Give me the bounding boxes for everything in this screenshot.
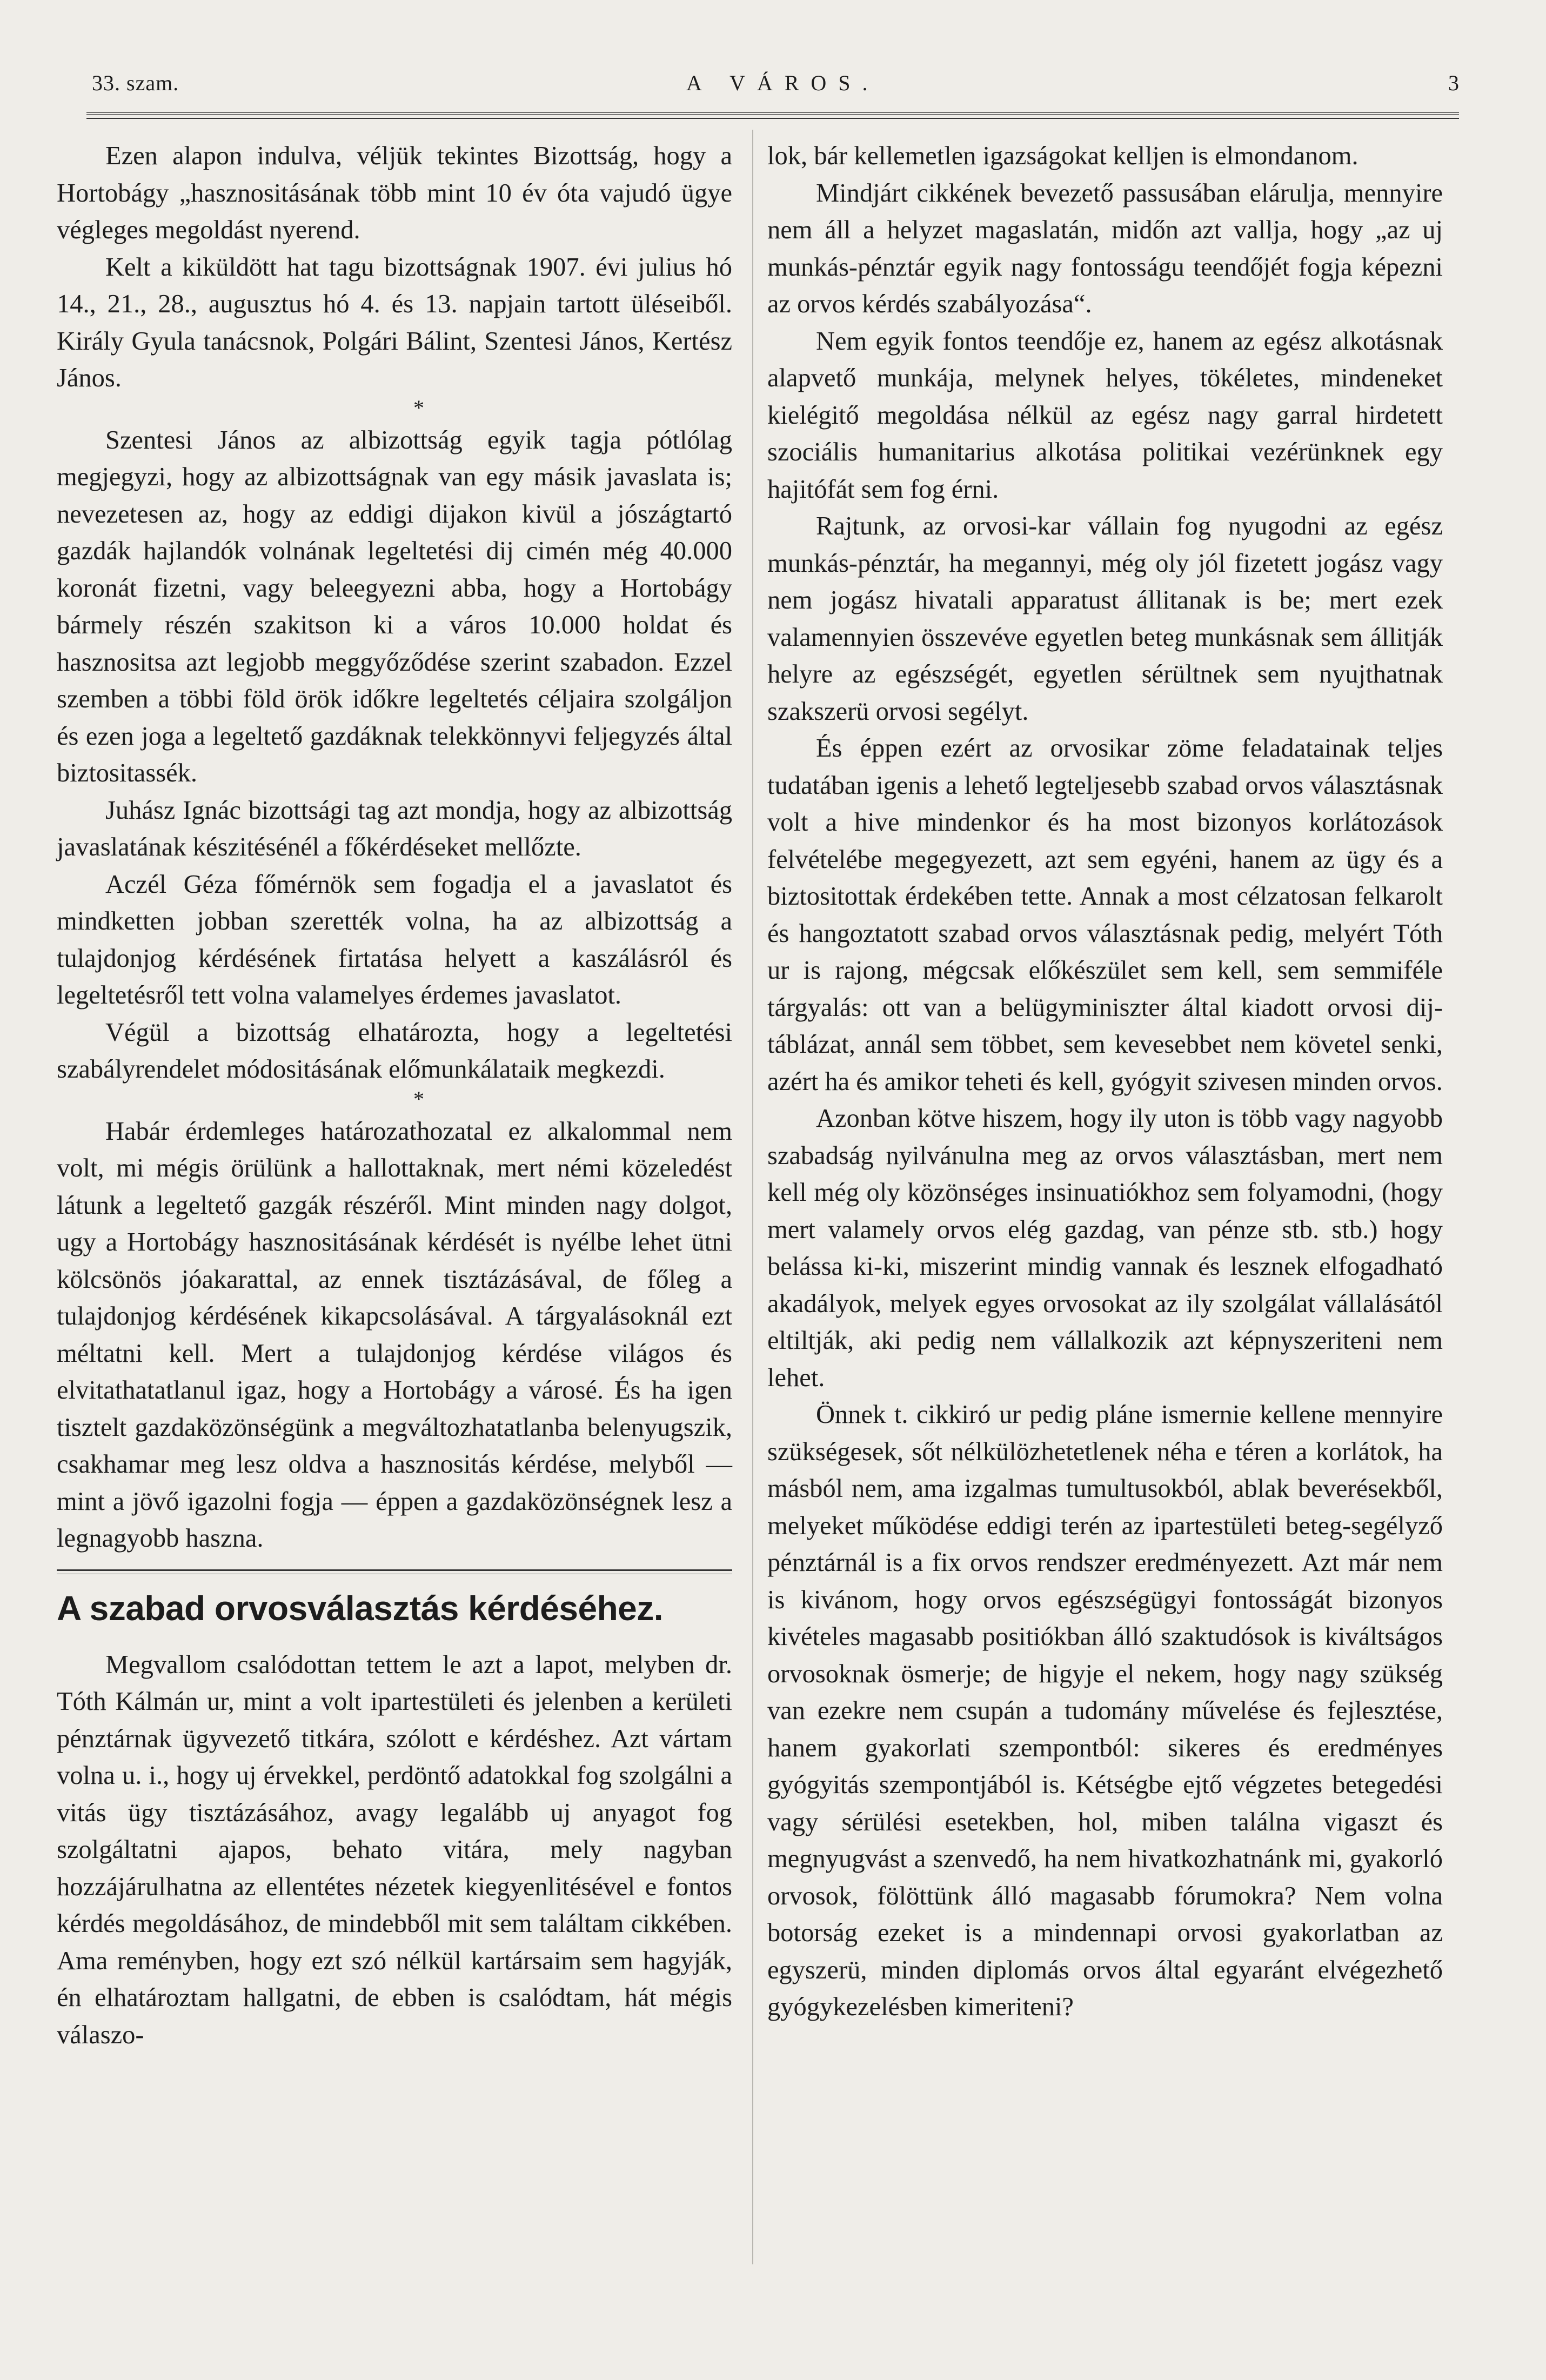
column-divider (752, 130, 753, 2264)
paragraph: Aczél Géza főmérnök sem fogadja el a javaslatot és mindketten jobban szerették volna, ha az albizottság a tulajdonjog kérdésének firtatása helyett a kaszálásról és legeltetésről tett volna valamelyes érdemes javaslatot. (57, 870, 732, 1010)
page-number: 3 (1448, 71, 1459, 95)
paragraph: Mindjárt cikkének bevezető passusában elárulja, mennyire nem áll a helyzet magaslatán, midőn azt vallja, hogy „az uj munkás-pénztár egyik nagy fontosságu teendőjét fogja képezni az orvos kérdés szabályozása“. (767, 178, 1443, 318)
paragraph: Juhász Ignác bizottsági tag azt mondja, hogy az albizottság javaslatának készitésénél a főkérdéseket mellőzte. (57, 795, 732, 861)
paragraph: Habár érdemleges határozathozatal ez alkalommal nem volt, mi mégis örülünk a hallottaknak, mert némi közeledést látunk a legeltető gazgák részéről. Mint minden nagy dolgot, ugy a Hortobágy hasznositásának kérdését is nyélbe lehet ütni kölcsönös jóakarattal, az ennek tisztázásával, de főleg a tulajdonjog kérdésének kikapcsolásával. A tárgyalásoknál ezt méltatni kell. Mert a tulajdonjog kérdése világos és elvitathatatlanul igaz, hogy a Hortobágy a városé. És ha igen tisztelt gazdaközönségünk a megváltozhatatlanba belenyugszik, csakhamar meg lesz oldva a hasznositás kérdése, melyből — mint a jövő igazolni fogja — éppen a gazdaközönségnek lesz a legnagyobb haszna. (57, 1117, 732, 1553)
paragraph: Nem egyik fontos teendője ez, hanem az egész alkotásnak alapvető munkája, melynek helyes, tökéletes, mindeneket kielégitő megoldása nélkül az egész nagy garral hirdetett szociális humanitarius alkotása politikai vezérünknek egy hajitófát sem fog érni. (767, 326, 1443, 504)
newspaper-title: A VÁROS. (686, 71, 880, 95)
paragraph: Végül a bizottság elhatározta, hogy a legeltetési szabályrendelet módositásának előmunkálataik megkezdi. (57, 1018, 732, 1084)
page-header (54, 70, 1459, 113)
article-rule (57, 1569, 732, 1574)
left-column (57, 138, 732, 2054)
paragraph: Önnek t. cikkiró ur pedig pláne ismernie kellene mennyire szükségesek, sőt nélkülözhetetlenek néha e téren a korlátok, ha másból nem, ama izgalmas tumultusokból, ablak beverésekből, melyeket működése eddigi terén az ipartestületi beteg-segélyző pénztárnál is a fix orvos rendszer eredményezett. Azt már nem is kivánom, hogy orvos egészségügyi fontosságát bizonyos kivételes magasabb positiókban álló szaktudósok is kiváltságos orvosoknak ösmerje; de higyje el nekem, hogy nagy szükség van ezekre nem csupán a tudomány művelése és fejlesztése, hanem gyakorlati szempontból: sikeres és eredményes gyógyitás szempontjából is. Kétségbe ejtő végzetes betegedési vagy sérülési esetekben, hol, miben találna vigaszt és megnyugvást a szenvedő, ha nem hivatkozhatnánk mi, gyakorló orvosok, fölöttünk álló magasabb fórumokra? Nem volna botorság ezeket is a mindennapi orvosi gyakorlatban az egyszerü, minden diplomás orvos által egyaránt elvégezhető gyógykezelésben kimeriteni? (767, 1400, 1443, 2021)
paragraph: Megvallom csalódottan tettem le azt a lapot, melyben dr. Tóth Kálmán ur, mint a volt ipartestületi és jelenben a kerületi pénztárnak ügyvezető titkára, szólott e kérdéshez. Azt vártam volna u. i., hogy uj érvekkel, perdöntő adatokkal fog szolgálni a vitás ügy tisztázásához, avagy legalább uj anyagot fog szolgáltatni ajapos, behato vitára, mely nagyban hozzájárulhatna az ellentétes nézetek kiegyenlitésével e fontos kérdés megoldásához, de mindebből mit sem találtam cikkében. Ama reményben, hogy ezt szó nélkül kartársaim sem hagyják, én elhatároztam hallgatni, de ebben is csalódtam, hát mégis válaszo- (57, 1650, 732, 2049)
paragraph: Kelt a kiküldött hat tagu bizottságnak 1907. évi julius hó 14., 21., 28., augusztus hó 4. és 13. napjain tartott üléseiből. Király Gyula tanácsnok, Polgári Bálint, Szentesi János, Kertész János. (57, 252, 732, 392)
article-headline: A szabad orvosválasztás kérdéséhez. (57, 1588, 664, 1628)
paragraph: Rajtunk, az orvosi-kar vállain fog nyugodni az egész munkás-pénztár, ha megannyi, még oly jól fizetett jogász vagy nem jogász hivatali apparatust állitanak is be; mert ezek valamennyien összevéve egyetlen beteg munkásnak sem állitják helyre az egészségét, egyetlen sérültnek sem nyujthatnak szakszerü orvosi segélyt. (767, 512, 1443, 726)
header-rule (86, 112, 1459, 119)
section-separator: * (413, 1086, 424, 1111)
issue-number: 33. szam. (92, 71, 179, 95)
paragraph: lok, bár kellemetlen igazságokat kelljen is elmondanom. (767, 142, 1358, 170)
paragraph: Ezen alapon indulva, véljük tekintes Bizottság, hogy a Hortobágy „hasznositásának több mint 10 év óta vajudó ügye végleges megoldást nyerend. (57, 142, 732, 244)
right-column (767, 138, 1443, 2026)
paragraph: És éppen ezért az orvosikar zöme feladatainak teljes tudatában igenis a lehető legteljesebb szabad orvos választásnak volt a hive mindenkor és ha most bizonyos korlátozások felvételébe megegyezett, azt sem egyéni, hanem az ügy és a biztositottak érdekében tette. Annak a most célzatosan felkarolt és hangoztatott szabad orvos választásnak pedig, melyért Tóth ur is rajong, mégcsak előkészület sem kell, sem semmiféle tárgyalás: ott van a belügyminiszter által kiadott orvosi dij-táblázat, annál sem többet, sem kevesebbet nem követel senki, azért ha és amikor teheti és kell, gyógyit szivesen minden orvos. (767, 734, 1443, 1096)
paragraph: Azonban kötve hiszem, hogy ily uton is több vagy nagyobb szabadság nyilvánulna meg az orvos választásban, mert nem kell még oly közönséges insinuatiókhoz sem folyamodni, (hogy mert valamely orvos elég gazdag, van pénze stb. stb.) hogy belássa ki-ki, miszerint mindig vannak és lesznek elfogadható akadályok, melyek egyes orvosokat az ily szolgálat vállalásától eltiltják, aki pedig nem vállalkozik azt képnyszeriteni nem lehet. (767, 1104, 1443, 1392)
section-separator: * (413, 395, 424, 420)
paragraph: Szentesi János az albizottság egyik tagja pótlólag megjegyzi, hogy az albizottságnak van egy másik javaslata is; nevezetesen az, hogy az eddigi dijakon kivül a jószágtartó gazdák hajlandók volnának legeltetési dij cimén még 40.000 koronát fizetni, vagy beleegyezni abba, hogy a Hortobágy bármely részén szakitson ki a város 10.000 holdat és hasznositsa azt legjobb meggyőződése szerint szabadon. Ezzel szemben a többi föld örök időkre legeltetés céljaira szolgáljon és ezen joga a legeltető gazdáknak telekkönnyvi feljegyzés által biztositassék. (57, 425, 732, 787)
